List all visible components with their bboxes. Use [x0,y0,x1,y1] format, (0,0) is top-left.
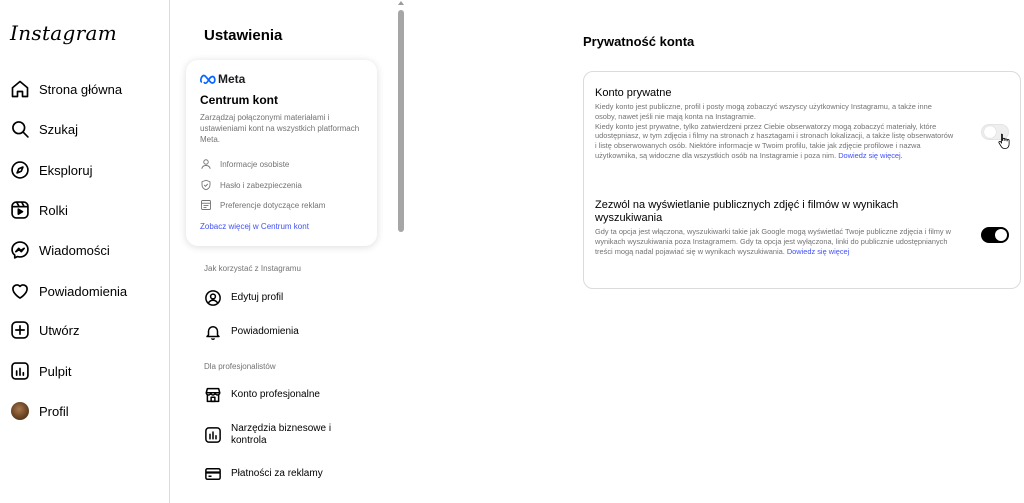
nav-item-profile[interactable] [8,396,158,426]
nav-label: Profil [39,403,69,419]
private-account-desc-text: Kiedy konto jest prywatne, tylko zatwierdzeni przez Ciebie obserwatorzy mogą zobaczyć materiały, które udostępniasz, w tym zdjęcia i filmy na stronach z hasztagami i stronach lokalizacji, a także listę obserwatorów i listę obserwowanych osób. Niektóre informacje w Twoim profilu, takie jak zdjęcie profilowe i nazwa użytkownika, są widoczne dla wszystkich osób na Instagramie i poza nim. [595,121,954,160]
instagram-logo[interactable]: Instagram [10,21,117,45]
settings-item-label: Płatności za reklamy [231,468,323,479]
nav-label: Szukaj [39,121,79,137]
nav-item-create[interactable] [8,315,158,345]
private-account-desc-public: Kiedy konto jest publiczne, profil i posty mogą zobaczyć wszyscy użytkownicy Instagramu, a także inne osoby, nawet jeśli nie mają konta na Instagramie. [595,102,932,121]
chart-icon [204,426,222,444]
learn-more-link[interactable]: Dowiedz się więcej. [838,150,903,160]
shield-icon [200,179,212,191]
section-label-professionals: Dla profesjonalistów [204,362,276,371]
settings-item-ad-payments[interactable] [204,465,374,483]
toggle-knob [995,229,1007,241]
user-circle-icon [204,289,222,307]
settings-item-professional-account[interactable] [204,386,374,404]
nav-label: Rolki [39,202,68,218]
left-navigation [0,0,170,503]
plus-square-icon [10,320,30,340]
nav-label: Wiadomości [39,242,110,258]
meta-infinity-icon [200,74,216,84]
accounts-center-card[interactable] [186,60,377,246]
settings-item-label: Narzędzia biznesowe i kontrola [231,423,332,446]
nav-label: Pulpit [39,363,72,379]
nav-label: Utwórz [39,322,80,338]
settings-item-edit-profile[interactable] [204,289,374,307]
account-privacy-card [583,71,1021,289]
nav-item-dashboard[interactable] [8,356,158,386]
accounts-center-description: Zarządzaj połączonymi materiałami i ustawieniami kont na wszystkich platformach Meta. [200,113,360,144]
heart-icon [10,281,30,301]
cc-item-ad-preferences[interactable] [200,198,325,212]
settings-item-business-tools[interactable] [204,423,374,447]
accounts-center-title: Centrum kont [200,93,278,107]
search-visibility-title: Zezwól na wyświetlanie publicznych zdjęć i filmów w wynikach wyszukiwania [595,199,899,224]
nav-item-reels[interactable] [8,195,158,225]
settings-item-label: Powiadomienia [231,326,299,337]
see-more-accounts-center-link[interactable]: Zobacz więcej w Centrum kont [200,222,309,231]
scroll-up-arrow-icon[interactable] [398,1,404,5]
nav-label: Powiadomienia [39,283,128,299]
page-title: Prywatność konta [583,34,695,49]
cc-item-password-security[interactable] [200,178,302,192]
search-visibility-desc-text: Gdy ta opcja jest włączona, wyszukiwarki takie jak Google mogą wyświetlać Twoje publiczne zdjęcia i filmy w wynikach wyszukiwania poza Instagramem. Gdy ta opcja jest wyłączona, linki do publicznie udostępnianych treści mogą nadal pojawiać się w wynikach wyszukiwania. [595,227,951,256]
person-icon [200,158,212,170]
cc-item-label: Preferencje dotyczące reklam [220,200,326,210]
messenger-icon [10,240,30,260]
learn-more-link[interactable]: Dowiedz się więcej [786,246,850,256]
toggle-knob [984,126,996,138]
nav-label: Strona główna [39,81,123,97]
credit-card-icon [204,465,222,483]
settings-item-notifications[interactable] [204,323,374,341]
bell-icon [204,323,222,341]
cc-item-label: Hasło i zabezpieczenia [220,180,302,190]
settings-scrollbar[interactable] [396,0,407,503]
compass-icon [10,160,30,180]
shop-icon [204,386,222,404]
hand-pointer-cursor-icon [998,133,1010,149]
settings-title: Ustawienia [204,27,283,44]
nav-item-notifications[interactable] [8,276,158,306]
private-account-description [595,102,955,161]
search-icon [10,119,30,139]
cc-item-personal-info[interactable] [200,157,289,171]
meta-brand-text: Meta [218,72,246,86]
meta-logo [200,72,245,86]
settings-panel [171,0,407,503]
nav-item-search[interactable] [8,114,158,144]
settings-item-label: Edytuj profil [231,292,284,303]
section-label-how-to-use: Jak korzystać z Instagramu [204,264,301,273]
home-icon [10,79,30,99]
search-visibility-toggle[interactable] [981,227,1009,243]
avatar [11,402,29,420]
settings-item-label: Konto profesjonalne [231,389,320,400]
ad-preferences-icon [200,199,212,211]
scrollbar-thumb[interactable] [398,10,404,232]
private-account-desc-private [595,122,955,161]
reels-icon [10,200,30,220]
nav-item-messages[interactable] [8,235,158,265]
dashboard-icon [10,361,30,381]
nav-item-explore[interactable] [8,155,158,185]
private-account-title: Konto prywatne [595,87,672,99]
nav-label: Eksploruj [39,162,93,178]
cc-item-label: Informacje osobiste [220,159,290,169]
nav-item-home[interactable] [8,74,158,104]
search-visibility-description [595,227,955,256]
